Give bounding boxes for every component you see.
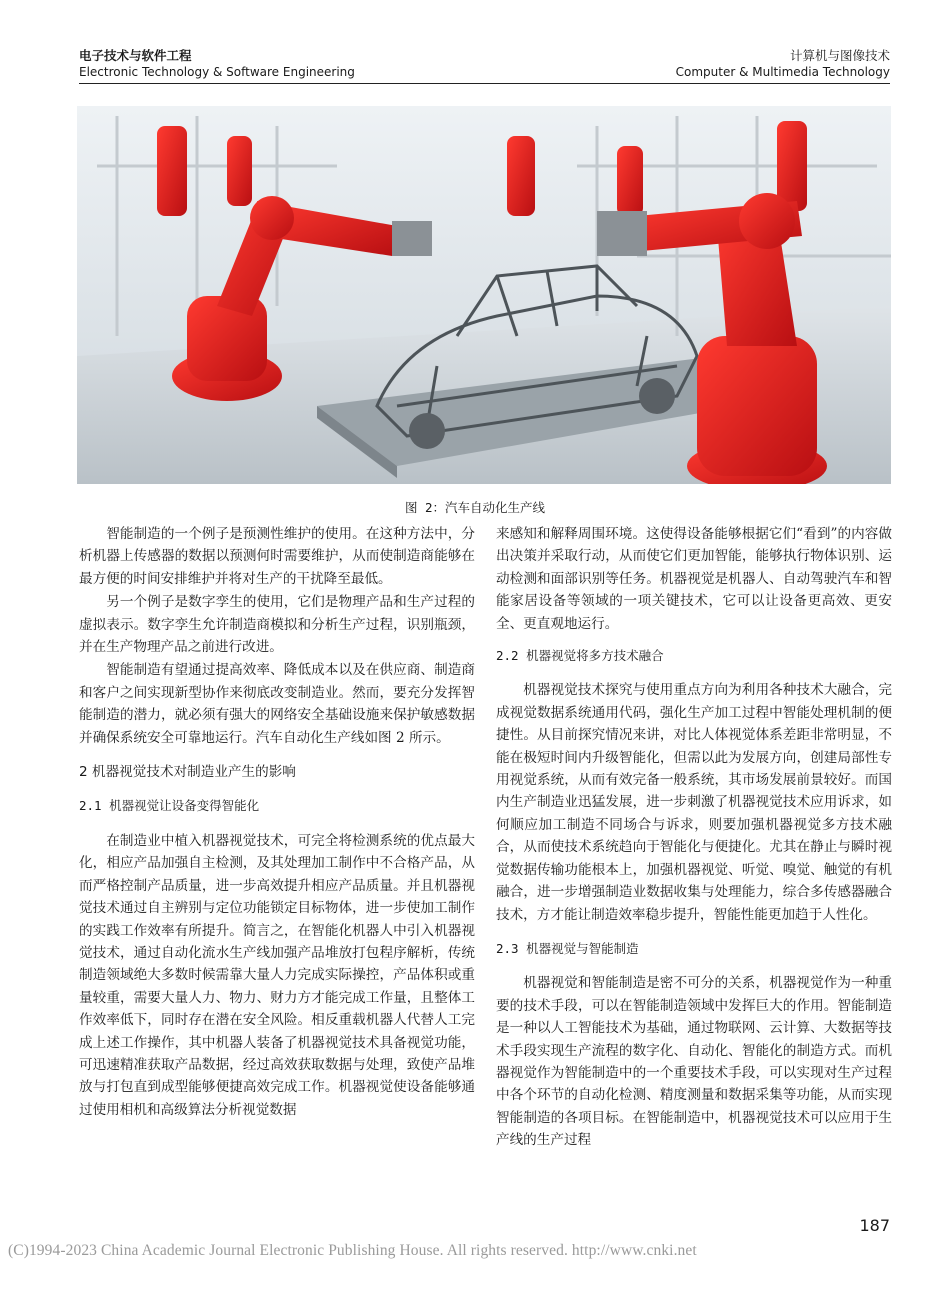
- figure-production-line: [77, 106, 891, 484]
- left-column: [79, 523, 475, 1122]
- paragraph: 智能制造有望通过提高效率、降低成本以及在供应商、制造商和客户之间实现新型协作来彻底改变制造业。然而，要充分发挥智能制造的潜力，就必须有强大的网络安全基础设施来保护敏感数据并确保系统安全可靠地运行。汽车自动化生产线如图 2 所示。: [79, 662, 475, 746]
- production-line-illustration: [77, 106, 891, 484]
- paragraph: 在制造业中植入机器视觉技术，可完全将检测系统的优点最大化，相应产品加强自主检测，及其处理加工制作中不合格产品，从而严格控制产品质量，进一步高效提升相应产品质量。并且机器视觉技术通过自主辨别与定位功能锁定目标物体，进一步使加工制作的实践工作效率有所提升。简言之，在智能化机器人中引入机器视觉技术，通过自动化流水生产线加强产品堆放打包程序解析，传统制造领域绝大多数时候需靠大量人力完成实际操控，产品体积或重量较重，需要大量人力、物力、财力方才能完成工作量，且整体工作效率低下，同时存在潜在安全风险。相反重载机器人代替人工完成上述工作操作，其中机器人装备了机器视觉技术具备视觉功能，可迅速精准获取产品数据，经过高效获取数据与处理，致使产品堆放与打包直到成型能够便捷高效完成工作。机器视觉使设备能够通过使用相机和高级算法分析视觉数据: [79, 832, 475, 1118]
- paragraph: 机器视觉技术探究与使用重点方向为利用各种技术大融合，完成视觉数据系统通用代码，强化生产加工过程中智能处理机制的便捷性。从目前探究情况来讲，对比人体视觉体系差距非常明显，不能在极短时间内升级智能化，但需以此为发展方向，创建局部性专用视觉系统，从而有效完备一般系统，其市场发展前景较好。而国内生产制造业迅猛发展，进一步刺激了机器视觉技术应用诉求，如何顺应加工制造不同场合与诉求，则要加强机器视觉多方技术融合，从而使技术系统趋向于智能化与便捷化。尤其在静止与瞬时视觉数据传输功能根本上，加强机器视觉、听觉、嗅觉、触觉的有机融合，进一步增强制造业数据收集与处理能力，综合多传感器融合技术，方才能让制造效率稳步提升，智能性能更加趋于人性化。: [496, 682, 892, 923]
- paragraph: 另一个例子是数字孪生的使用，它们是物理产品和生产过程的虚拟表示。数字孪生允许制造商模拟和分析生产过程，识别瓶颈，并在生产物理产品之前进行改进。: [79, 594, 475, 656]
- right-column: [496, 523, 892, 1153]
- paragraph: 来感知和解释周围环境。这使得设备能够根据它们“看到”的内容做出决策并采取行动，从而使它们更加智能，能够执行物体识别、运动检测和面部识别等任务。机器视觉是机器人、自动驾驶汽车和智能家居设备等领域的一项关键技术，它可以让设备更高效、更安全、更直观地运行。: [496, 526, 892, 632]
- header-divider: [79, 83, 890, 84]
- subsection-heading: 2.1 机器视觉让设备变得智能化: [79, 798, 260, 814]
- journal-header: [79, 48, 355, 80]
- journal-title-cn: 电子技术与软件工程: [79, 48, 192, 63]
- paragraph: 机器视觉和智能制造是密不可分的关系，机器视觉作为一种重要的技术手段，可以在智能制造领域中发挥巨大的作用。智能制造是一种以人工智能技术为基础，通过物联网、云计算、大数据等技术手段实现生产流程的数字化、自动化、智能化的制造方式。而机器视觉作为智能制造中的一个重要技术手段，可以实现对生产过程中各个环节的自动化检测、精度测量和数据采集等功能，从而实现智能制造的各项目标。在智能制造中，机器视觉技术可以应用于生产线的生产过程: [496, 975, 892, 1149]
- subsection-heading: 2.3 机器视觉与智能制造: [496, 940, 639, 956]
- section-heading: 2 机器视觉技术对制造业产生的影响: [79, 764, 296, 781]
- section-title-cn: 计算机与图像技术: [789, 48, 890, 63]
- subsection-heading: 2.2 机器视觉将多方技术融合: [496, 648, 664, 664]
- figure-caption: 图 2：汽车自动化生产线: [404, 500, 546, 515]
- copyright-watermark: (C)1994-2023 China Academic Journal Electronic Publishing House. All rights reserved. http://www.cnki.net: [8, 1242, 697, 1259]
- section-title-en: Computer & Multimedia Technology: [675, 65, 890, 79]
- paragraph: 智能制造的一个例子是预测性维护的使用。在这种方法中，分析机器上传感器的数据以预测何时需要维护，从而使制造商能够在最方便的时间安排维护并将对生产的干扰降至最低。: [79, 526, 475, 587]
- journal-title-en: Electronic Technology & Software Engineering: [79, 65, 355, 79]
- section-header: [676, 48, 890, 80]
- page-number: 187: [859, 1216, 890, 1235]
